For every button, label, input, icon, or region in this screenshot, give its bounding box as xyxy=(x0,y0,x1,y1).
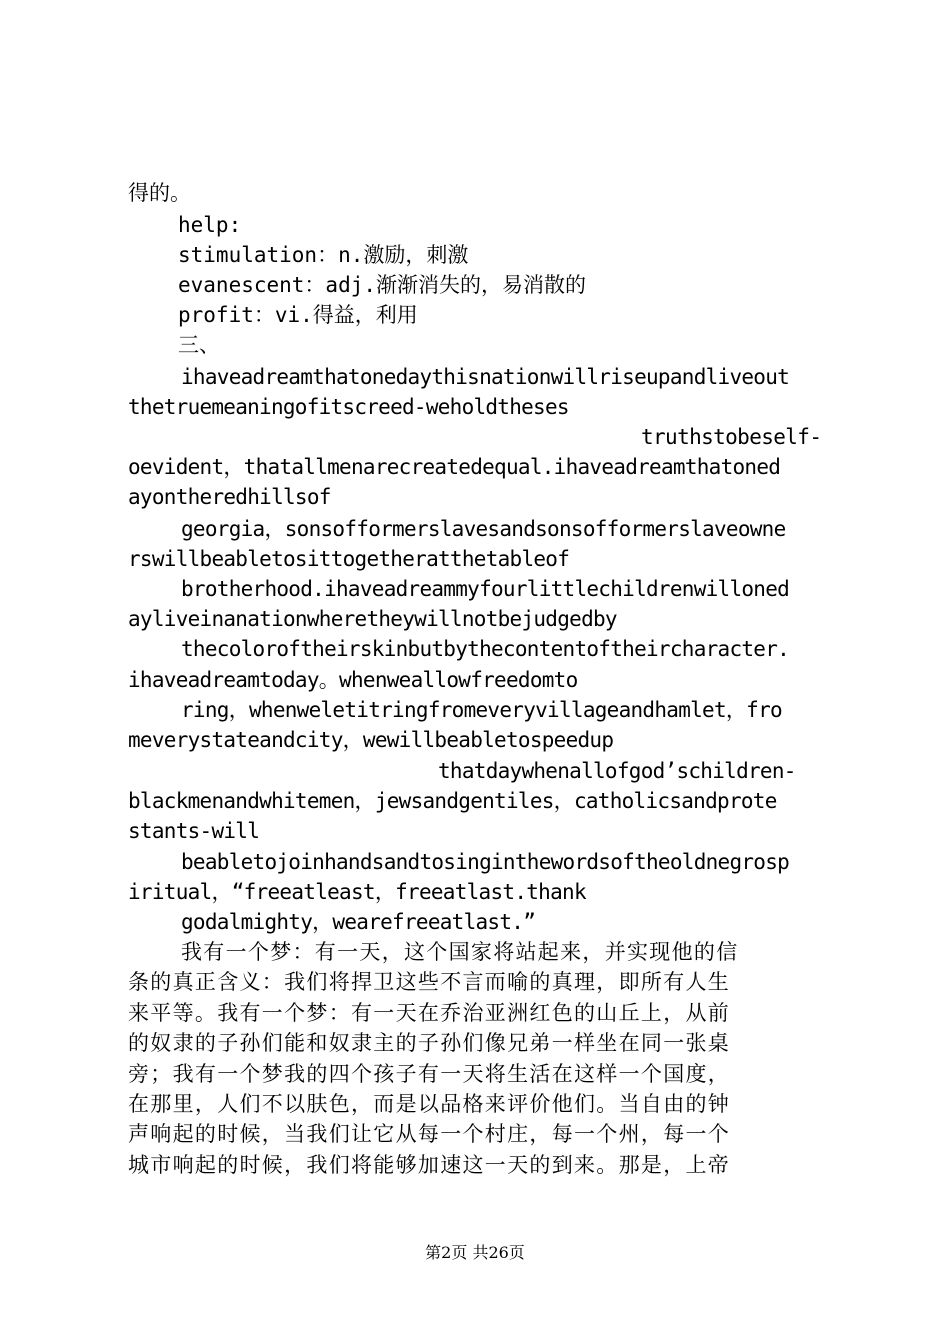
text-line: 声响起的时候，当我们让它从每一个村庄，每一个州，每一个 xyxy=(128,1122,731,1146)
text-line: help: xyxy=(178,213,242,237)
text-line: iritual，“freeatleast，freeatlast.thank xyxy=(128,880,586,904)
text-line: meverystateandcity，wewillbeabletospeedup xyxy=(128,728,614,752)
text-line: blackmenandwhitemen，jewsandgentiles，catholicsandprote xyxy=(128,789,777,813)
text-line: beabletojoinhandsandtosinginthewordsoftheoldnegrosp xyxy=(181,850,790,874)
text-line: rswillbeabletosittogetheratthetableof xyxy=(128,547,570,571)
text-line: stants-will xyxy=(128,819,260,843)
text-line: 得的。 xyxy=(128,181,191,205)
text-line: 城市响起的时候，我们将能够加速这一天的到来。那是，上帝 xyxy=(128,1153,731,1177)
text-line: 来平等。我有一个梦：有一天在乔治亚洲红色的山丘上，从前 xyxy=(128,1001,731,1025)
text-line: thecoloroftheirskinbutbythecontentoftheircharacter. xyxy=(181,637,790,661)
text-line: profit：vi.得益，利用 xyxy=(178,303,418,327)
text-line: ihaveadreamthatonedaythisnationwillriseupandliveout xyxy=(181,365,790,389)
text-line: truthstobeself- xyxy=(641,425,822,449)
text-line: ayontheredhillsof xyxy=(128,485,331,509)
text-line: thetruemeaningofitscreed-weholdtheses xyxy=(128,395,569,419)
text-line: 在那里，人们不以肤色，而是以品格来评价他们。当自由的钟 xyxy=(128,1092,731,1116)
text-line: brotherhood.ihaveadreammyfourlittlechildrenwilloned xyxy=(181,577,790,601)
text-line: thatdaywhenallofgod’schildren- xyxy=(438,759,796,783)
text-line: ihaveadreamtoday。whenweallowfreedomto xyxy=(128,668,578,692)
text-line: oevident，thatallmenarecreatedequal.ihaveadreamthatoned xyxy=(128,455,781,479)
text-line: 我有一个梦：有一天，这个国家将站起来，并实现他的信 xyxy=(181,940,739,964)
text-line: 条的真正含义：我们将捍卫这些不言而喻的真理，即所有人生 xyxy=(128,970,731,994)
text-line: ring，whenweletitringfromeveryvillageandhamlet，fro xyxy=(181,698,782,722)
page-footer: 第2页 共26页 xyxy=(425,1243,525,1262)
text-line: evanescent：adj.渐渐消失的，易消散的 xyxy=(178,273,587,297)
text-line: 三、 xyxy=(178,333,220,357)
text-line: georgia，sonsofformerslavesandsonsofformerslaveowne xyxy=(181,517,786,541)
text-line: godalmighty，wearefreeatlast.” xyxy=(181,910,536,934)
text-line: 的奴隶的子孙们能和奴隶主的子孙们像兄弟一样坐在同一张桌 xyxy=(128,1031,731,1055)
text-line: ayliveinanationwheretheywillnotbejudgedby xyxy=(128,607,617,631)
text-line: 旁；我有一个梦我的四个孩子有一天将生活在这样一个国度， xyxy=(128,1062,731,1086)
text-line: stimulation：n.激励，刺激 xyxy=(178,243,469,267)
